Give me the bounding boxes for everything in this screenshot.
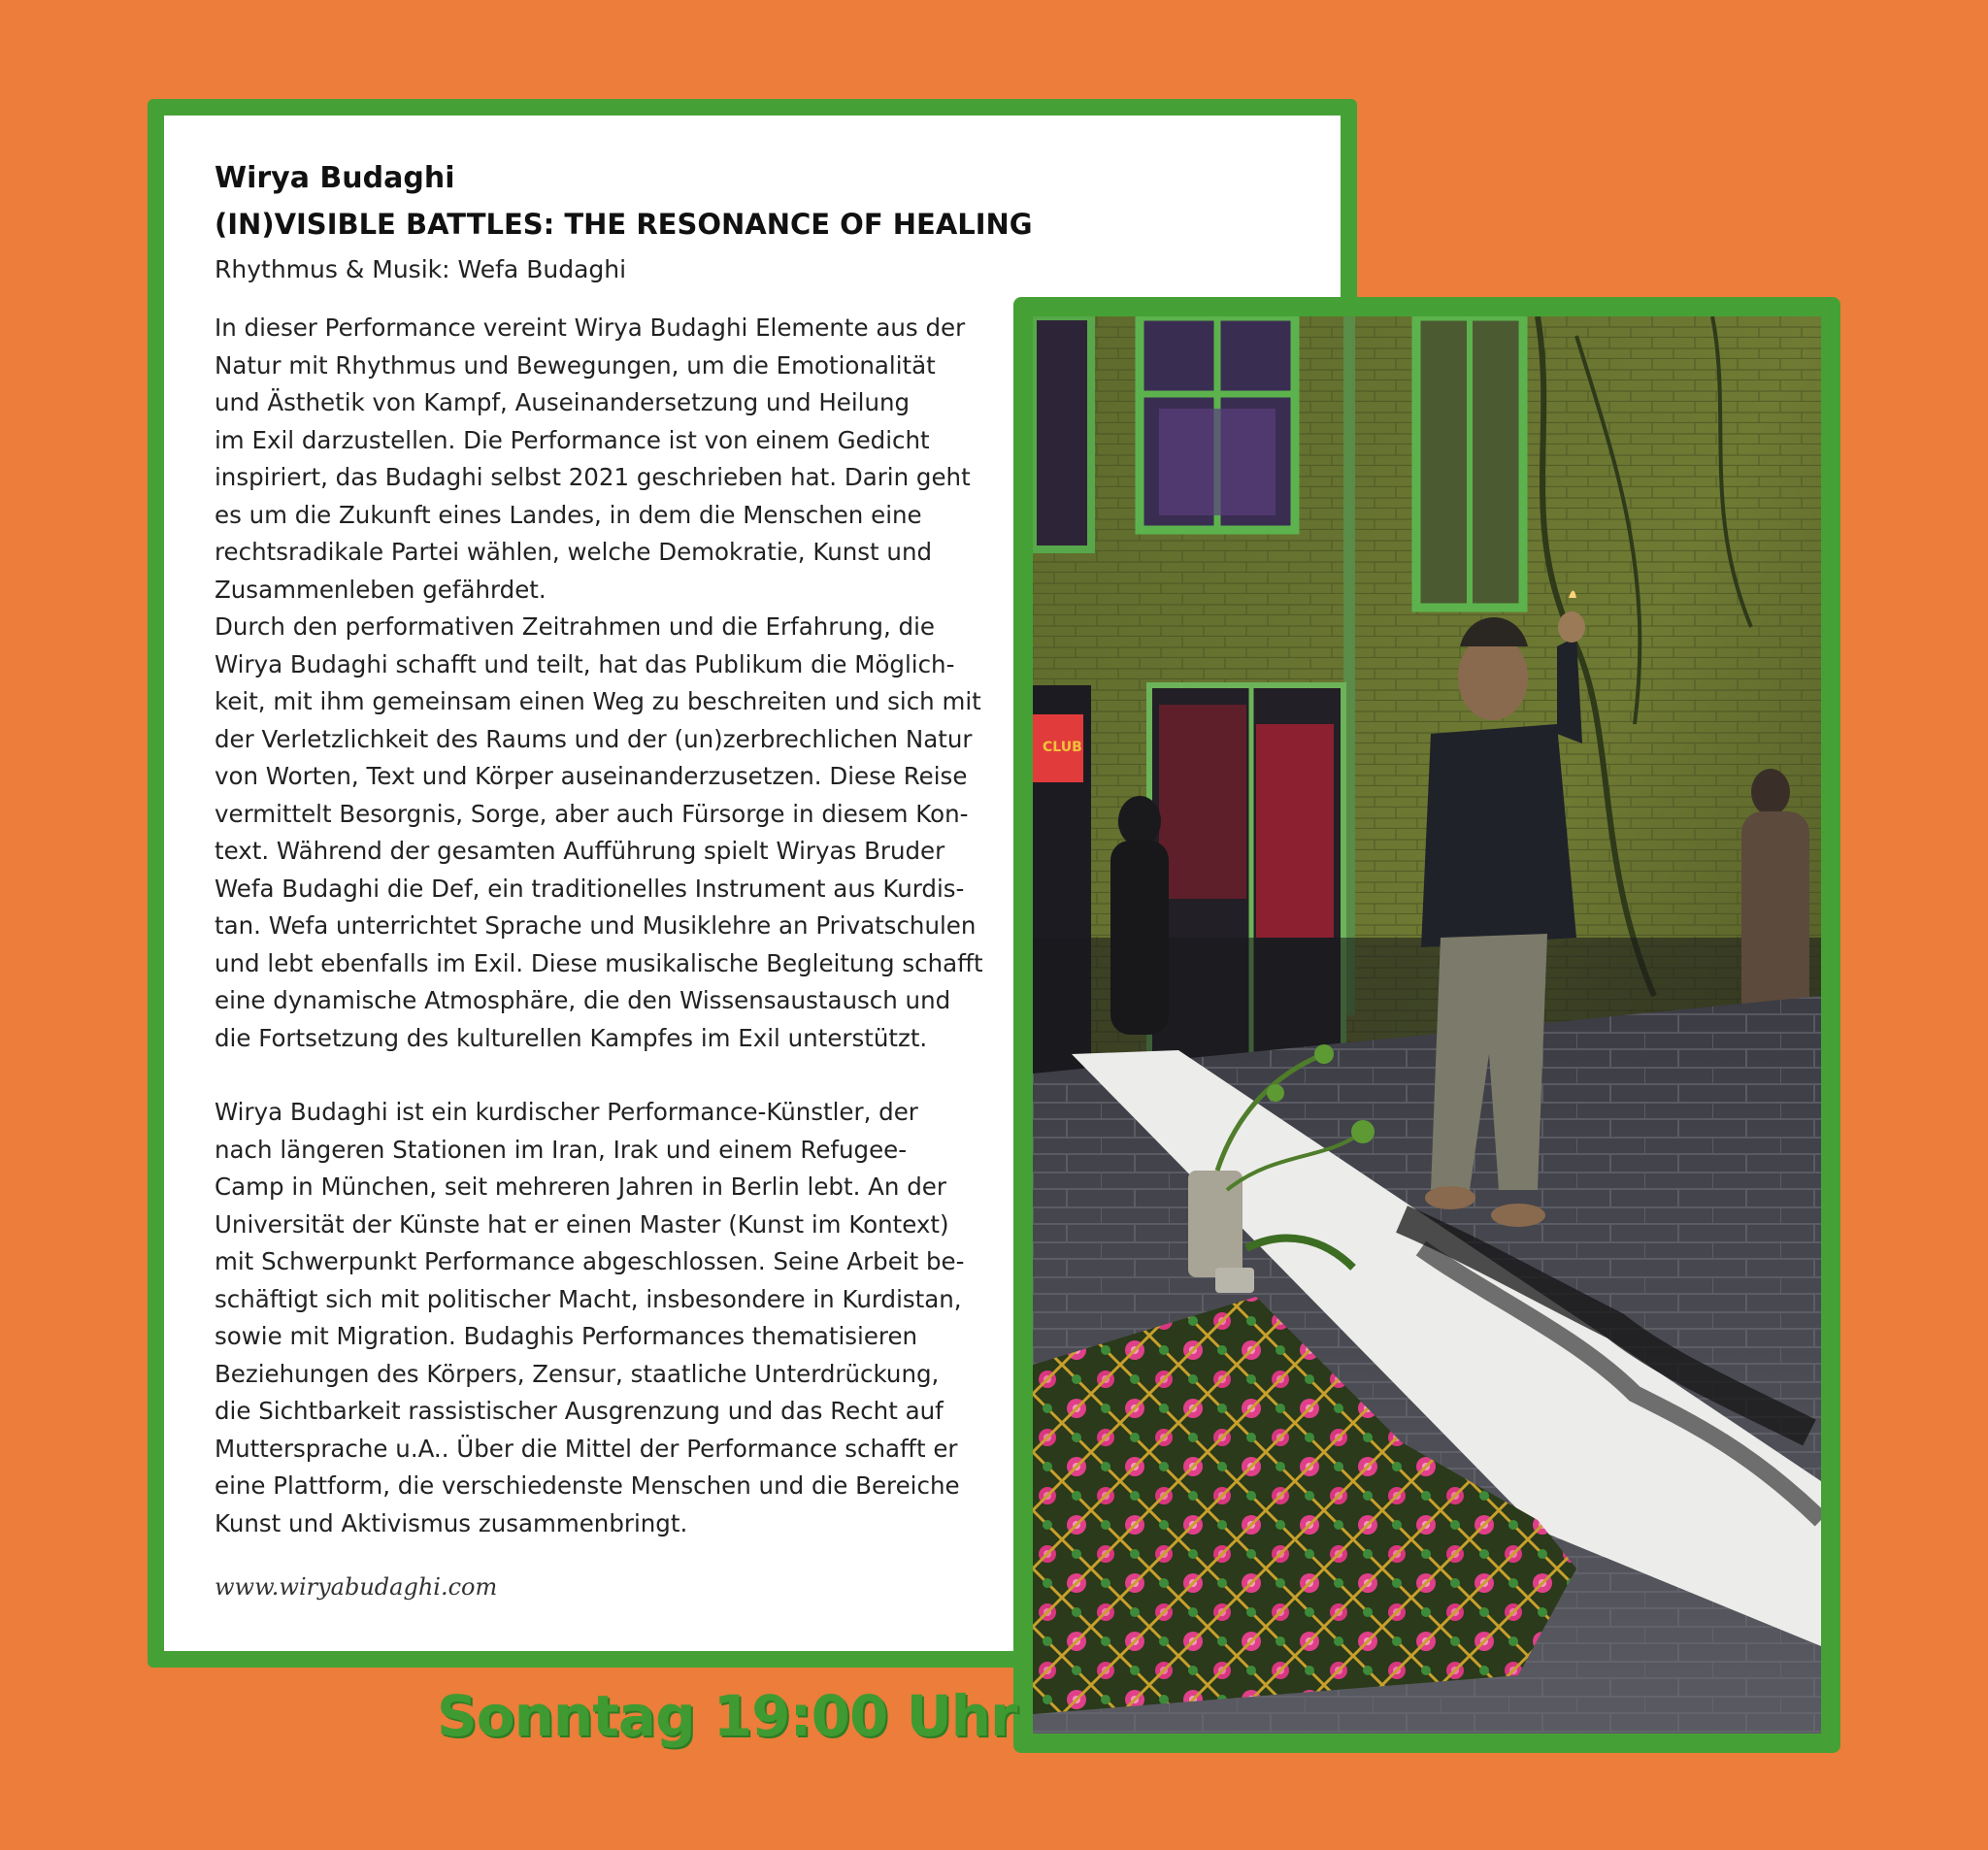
text-line: Beziehungen des Körpers, Zensur, staatliche Unterdrückung, [215, 1359, 940, 1388]
performance-title: (IN)VISIBLE BATTLES: THE RESONANCE OF HEALING [215, 208, 1033, 241]
music-credit: Rhythmus & Musik: Wefa Budaghi [215, 255, 627, 283]
text-line: Zusammenleben gefährdet. [215, 575, 547, 604]
text-line: schäftigt sich mit politischer Macht, insbesondere in Kurdistan, [215, 1284, 962, 1313]
text-line: vermittelt Besorgnis, Sorge, aber auch Fürsorge in diesem Kon- [215, 799, 969, 828]
club-sign-text: CLUB [1043, 740, 1082, 755]
website-link[interactable]: www.wiryabudaghi.com [215, 1573, 498, 1601]
text-line: rechtsradikale Partei wählen, welche Demokratie, Kunst und [215, 538, 933, 566]
text-line: Universität der Künste hat er einen Master (Kunst im Kontext) [215, 1209, 949, 1239]
text-line: Camp in München, seit mehreren Jahren in Berlin lebt. An der [215, 1173, 946, 1201]
text-line: und Ästhetik von Kampf, Auseinandersetzung und Heilung [215, 388, 911, 416]
text-line: tan. Wefa unterrichtet Sprache und Musiklehre an Privatschulen [215, 911, 977, 940]
event-datetime: Sonntag 19:00 Uhr [437, 1683, 1017, 1749]
text-line: Wefa Budaghi die Def, ein traditionelles Instrument aus Kurdis- [215, 874, 965, 903]
text-line: eine Plattform, die verschiedenste Menschen und die Bereiche [215, 1471, 960, 1500]
text-line: Durch den performativen Zeitrahmen und die Erfahrung, die [215, 612, 935, 641]
description-paragraph [215, 310, 991, 1057]
text-line: die Sichtbarkeit rassistischer Ausgrenzung und das Recht auf [215, 1397, 944, 1425]
performance-photo [1033, 316, 1821, 1734]
artist-name: Wirya Budaghi [215, 161, 455, 195]
text-line: und lebt ebenfalls im Exil. Diese musikalische Begleitung schafft [215, 948, 983, 977]
text-line: mit Schwerpunkt Performance abgeschlossen. Seine Arbeit be- [215, 1247, 965, 1275]
text-line: sowie mit Migration. Budaghis Performances thematisieren [215, 1322, 918, 1350]
text-line: Natur mit Rhythmus und Bewegungen, um die Emotionalität [215, 350, 936, 380]
text-line: keit, mit ihm gemeinsam einen Weg zu beschreiten und sich mit [215, 687, 981, 715]
text-line: Kunst und Aktivismus zusammenbringt. [215, 1508, 688, 1537]
text-line: die Fortsetzung des kulturellen Kampfes im Exil unterstützt. [215, 1023, 928, 1052]
text-line: im Exil darzustellen. Die Performance ist von einem Gedicht [215, 425, 930, 454]
text-line: nach längeren Stationen im Iran, Irak und einem Refugee- [215, 1135, 908, 1164]
text-line: der Verletzlichkeit des Raums und der (un)zerbrechlichen Natur [215, 724, 973, 753]
text-line: inspiriert, das Budaghi selbst 2021 geschrieben hat. Darin geht [215, 463, 971, 491]
text-line: es um die Zukunft eines Landes, in dem die Menschen eine [215, 500, 922, 529]
text-line: text. Während der gesamten Aufführung spielt Wiryas Bruder [215, 837, 945, 865]
text-line: Wirya Budaghi ist ein kurdischer Performance-Künstler, der [215, 1098, 918, 1126]
text-line: In dieser Performance vereint Wirya Budaghi Elemente aus der [215, 314, 966, 342]
text-line: eine dynamische Atmosphäre, die den Wissensaustausch und [215, 986, 951, 1014]
text-line: Wirya Budaghi schafft und teilt, hat das Publikum die Möglich- [215, 649, 955, 678]
artist-bio-paragraph [215, 1094, 991, 1542]
text-line: von Worten, Text und Körper auseinanderzusetzen. Diese Reise [215, 762, 968, 790]
card-content [215, 156, 1033, 1604]
performance-photo-frame [1013, 297, 1840, 1753]
text-line: Muttersprache u.A.. Über die Mittel der Performance schafft er [215, 1434, 958, 1463]
